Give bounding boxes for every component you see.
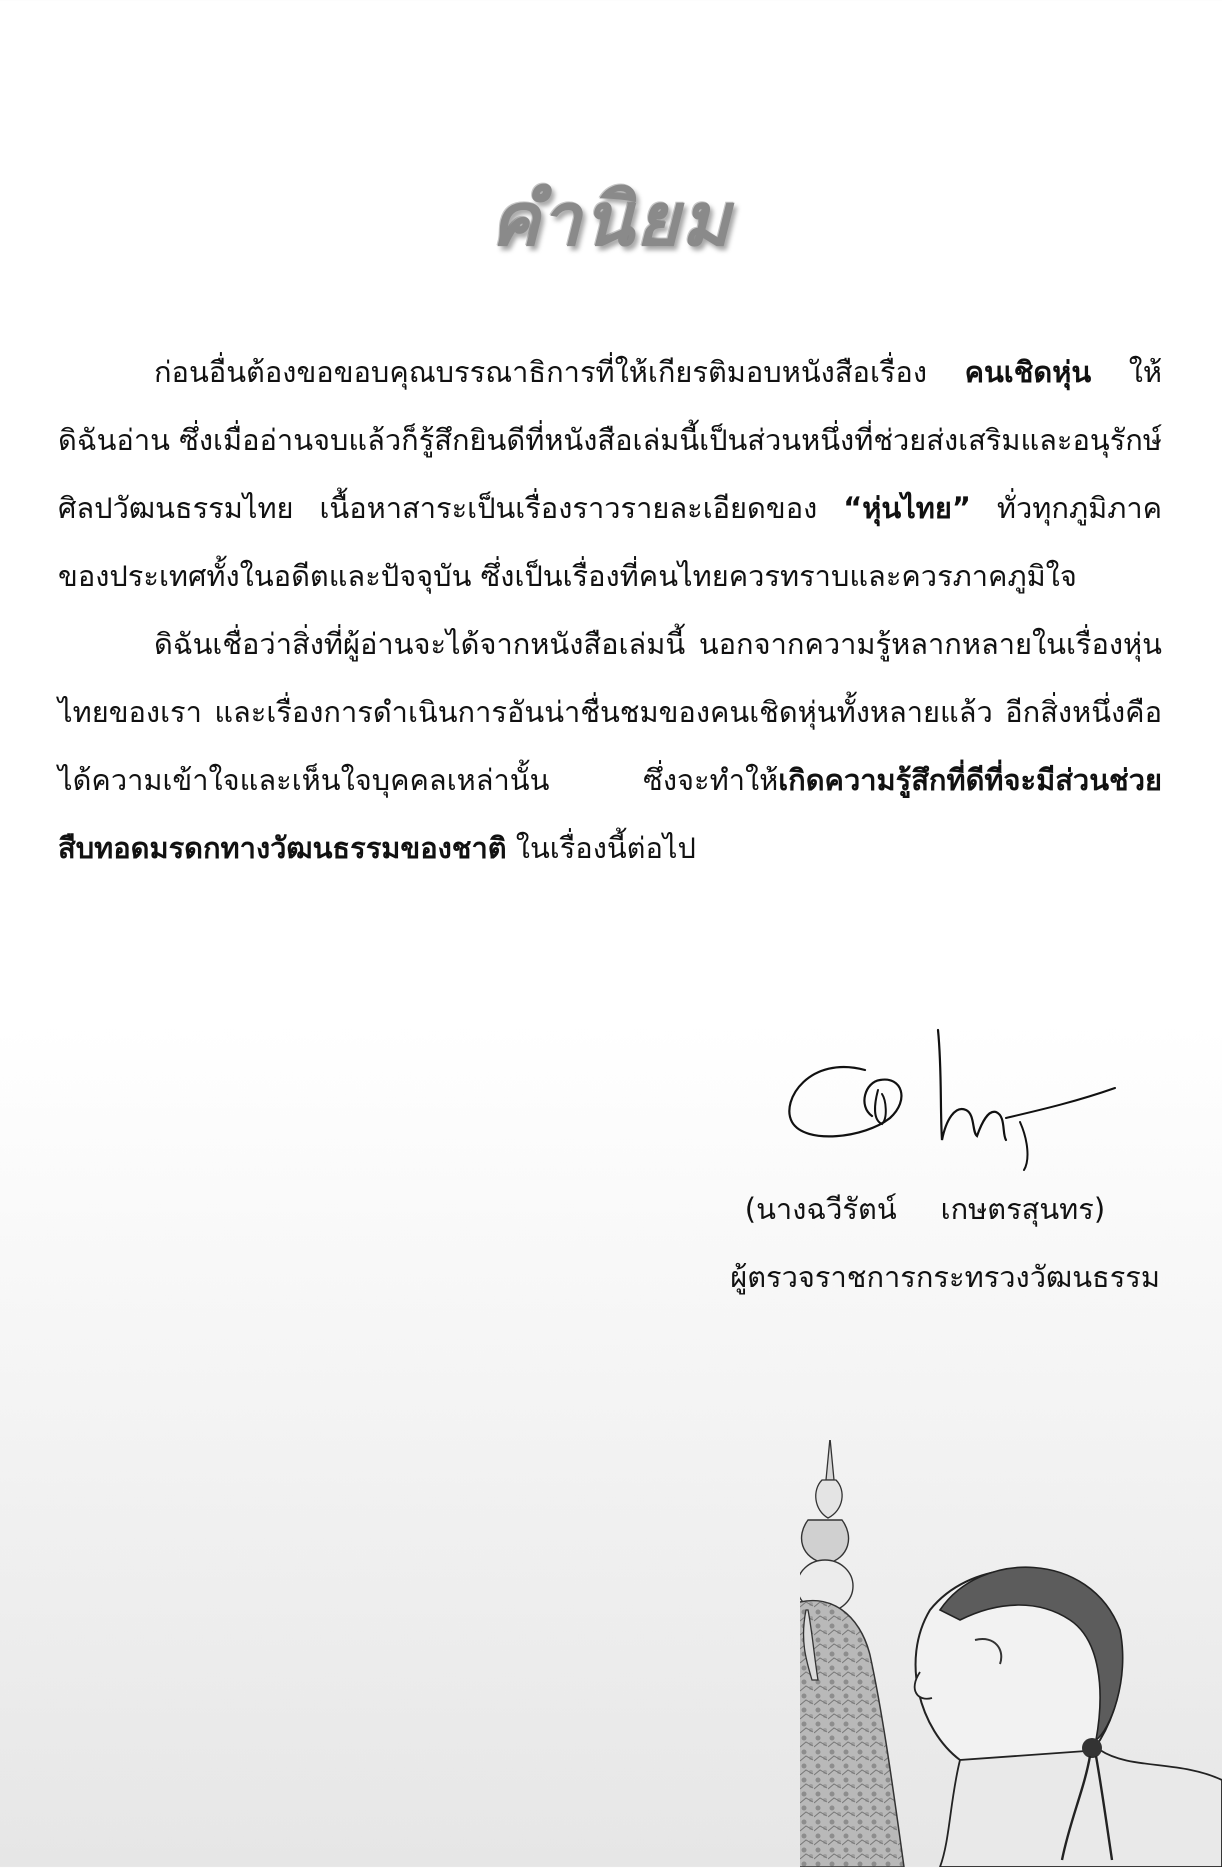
puppet-illustration <box>800 1440 1222 1867</box>
paragraph-1-text-3: ทั่วทุกภูมิภาคของประเทศทั้งในอดีตและปัจจุบัน ซึ่งเป็นเรื่องที่คนไทยควรทราบและควรภาคภูมิใจ <box>58 491 1162 593</box>
paragraph-1 <box>58 338 1162 610</box>
page-title: คำนิยม <box>490 177 732 263</box>
paragraph-1-text-1: ก่อนอื่นต้องขอขอบคุณบรรณาธิการที่ให้เกียรติมอบหนังสือเรื่อง <box>154 355 965 389</box>
signatory-name-first: (นางฉวีรัตน์ <box>744 1192 897 1226</box>
thai-puppet-bold: “หุ่นไทย” <box>843 491 971 525</box>
handwritten-signature <box>770 1010 1130 1190</box>
book-title-bold: คนเชิดหุ่น <box>964 355 1092 389</box>
foreword-body <box>58 338 1162 882</box>
paragraph-2-text-1: ดิฉันเชื่อว่าสิ่งที่ผู้อ่านจะได้จากหนังสือเล่มนี้ นอกจากความรู้หลากหลายในเรื่องหุ่นไทยของเรา และเรื่องการดำเนินการอันน่าชื่นชมของคนเชิดหุ่นทั้งหลายแล้ว อีกสิ่งหนึ่งคือได้ความเข้าใจและเห็นใจบุคคลเหล่านั้น ซึ่งจะทำให้ <box>58 627 1162 797</box>
paragraph-2 <box>58 610 1162 882</box>
signatory-name-last: เกษตรสุนทร) <box>940 1192 1106 1226</box>
signatory-name <box>700 1186 1150 1232</box>
heritage-phrase-bold: เกิดความรู้สึกที่ดีที่จะมีส่วนช่วยสืบทอดมรดกทางวัฒนธรรมของชาติ <box>58 763 1162 865</box>
signatory-position: ผู้ตรวจราชการกระทรวงวัฒนธรรม <box>730 1260 1160 1294</box>
paragraph-2-text-2: ในเรื่องนี้ต่อไป <box>506 831 696 865</box>
paragraph-1-text-2: ให้ดิฉันอ่าน ซึ่งเมื่ออ่านจบแล้วก็รู้สึกยินดีที่หนังสือเล่มนี้เป็นส่วนหนึ่งที่ช่วยส่งเสริมและอนุรักษ์ศิลปวัฒนธรรมไทย เนื้อหาสาระเป็นเรื่องราวรายละเอียดของ <box>58 355 1162 525</box>
